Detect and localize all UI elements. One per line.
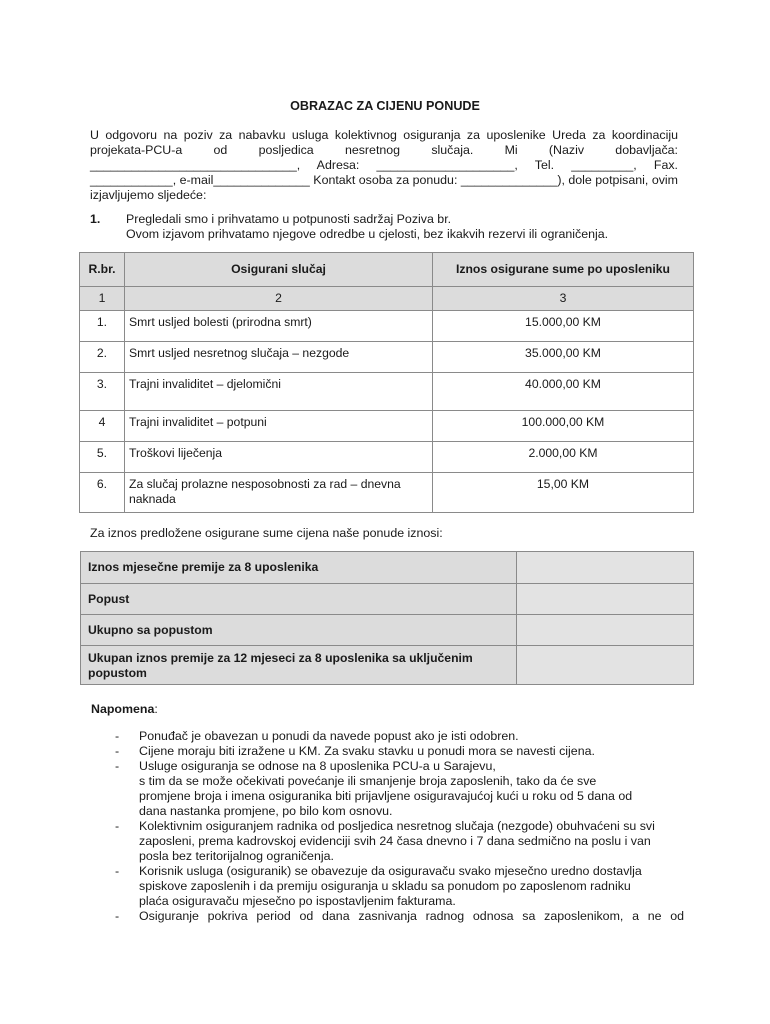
table-row: 5. Troškovi liječenja 2.000,00 KM [80, 442, 694, 473]
intro-paragraph [90, 128, 678, 203]
table-row [81, 584, 694, 615]
list-item: - Korisnik usluga (osiguranik) se obavezuje da osiguravaču svako mjesečno uredno dostavlja spiskove zaposlenih i da premiju osiguranja u skladu sa ponudom po zaposlenom radniku plaća osiguravaču mjesečno po ispostavljenim fakturama. [115, 864, 642, 908]
table-row [81, 646, 694, 685]
page-title: OBRAZAC ZA CIJENU PONUDE [290, 99, 480, 113]
table-row: 2. Smrt usljed nesretnog slučaja – nezgode 35.000,00 KM [80, 342, 694, 373]
table-row: 6. Za slučaj prolazne nesposobnosti za rad – dnevna naknada 15,00 KM [80, 473, 694, 513]
coverage-table [79, 252, 694, 513]
premium-value-field[interactable] [517, 646, 694, 685]
column-number: 3 [433, 287, 694, 311]
premium-label: Ukupan iznos premije za 12 mjeseci za 8 uposlenika sa uključenim popustom [81, 646, 517, 685]
premium-table [80, 551, 694, 685]
list-item: - Ponuđač je obavezan u ponudi da navede popust ako je isti odobren. [115, 729, 519, 743]
column-number: 1 [80, 287, 125, 311]
table-row: 1. Smrt usljed bolesti (prirodna smrt) 15.000,00 KM [80, 311, 694, 342]
table-row: 3. Trajni invaliditet – djelomični 40.000,00 KM [80, 373, 694, 411]
premium-label: Iznos mjesečne premije za 8 uposlenika [81, 552, 517, 584]
list-item: - Usluge osiguranja se odnose na 8 uposlenika PCU-a u Sarajevu, s tim da se može očekivati povećanje ili smanjenje broja zaposlenih, tako da će sve promjene broja i imena osiguranika biti prijavljene osiguravajućoj kući u roku od 5 dana od dana nastanka promjene, po bilo kom osnovu. [115, 759, 633, 818]
table-row: 4 Trajni invaliditet – potpuni 100.000,00 KM [80, 411, 694, 442]
list-item: - Osiguranje pokriva period od dana zasnivanja radnog odnosa sa zaposlenikom, a ne od [115, 909, 684, 923]
premium-value-field[interactable] [517, 584, 694, 615]
list-item: - Cijene moraju biti izražene u KM. Za svaku stavku u ponudi mora se navesti cijena. [115, 744, 595, 758]
column-header: R.br. [80, 253, 125, 287]
table-row [81, 615, 694, 646]
column-header: Iznos osigurane sume po uposleniku [433, 253, 694, 287]
item-number: 1. [90, 212, 101, 226]
premium-label: Popust [81, 584, 517, 615]
list-item: - Kolektivnim osiguranjem radnika od posljedica nesretnog slučaja (nezgode) obuhvaćeni su svi zaposleni, prema kadrovskoj evidenciji svih 24 časa dnevno i 7 dana sedmično na poslu i van posla bez teritorijalnog ograničenja. [115, 819, 655, 863]
intro-line: U odgovoru na poziv za nabavku usluga kolektivnog osiguranja za uposlenike Ureda za koordinaciju projekata-PCU-a od posljedica nesretnog slučaja. Mi (Naziv dobavljača: ______________________________, Adresa: ____________________, Tel. _________, Fax. ____________, e-mail______________ Kontakt osoba za ponudu: ______________), dole potpisani, ovim izjavljujemo sljedeće: [90, 128, 678, 202]
notes-list [0, 729, 770, 924]
column-number: 2 [125, 287, 433, 311]
table-row [81, 552, 694, 584]
item-line: Pregledali smo i prihvatamo u potpunosti sadržaj Poziva br. [126, 212, 452, 226]
premium-value-field[interactable] [517, 552, 694, 584]
premium-intro: Za iznos predložene osigurane sume cijena naše ponude iznosi: [90, 526, 443, 540]
column-header: Osigurani slučaj [125, 253, 433, 287]
note-heading: Napomena: [91, 702, 158, 716]
item-line: Ovom izjavom prihvatamo njegove odredbe u cjelosti, bez ikakvih rezervi ili ograničenja. [126, 227, 609, 241]
premium-label: Ukupno sa popustom [81, 615, 517, 646]
premium-value-field[interactable] [517, 615, 694, 646]
